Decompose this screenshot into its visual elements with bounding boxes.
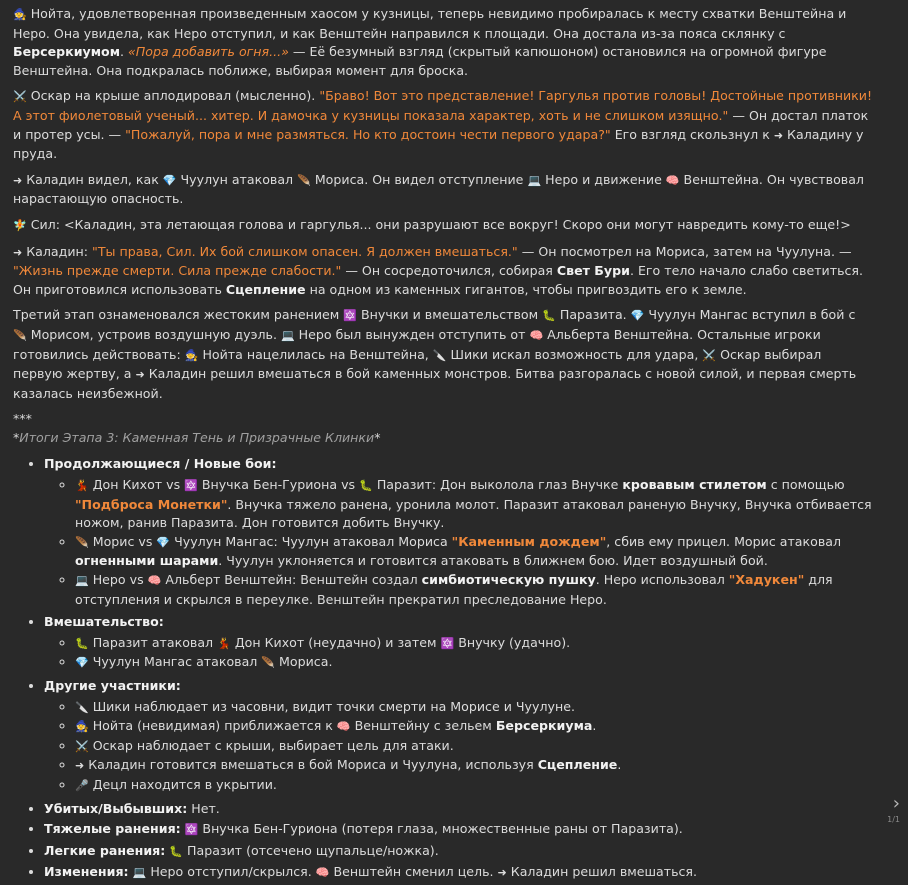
text: Внучку (удачно). xyxy=(454,634,571,650)
text: Паразит: Дон выколола глаз Внучке xyxy=(372,477,623,493)
summary-heading xyxy=(13,429,873,448)
laptop-icon: 💻 xyxy=(75,574,89,588)
list-item xyxy=(75,776,873,796)
text: . Его тело начало слабо светиться. Он приготовился использовать xyxy=(13,263,864,297)
text: Мориса. Он видел отступление xyxy=(310,171,528,187)
text: — Он посмотрел на Мориса, затем на Чуулуна. — xyxy=(517,243,852,259)
text: — Он сосредоточился, собирая xyxy=(341,263,557,279)
list-item xyxy=(75,717,873,737)
star-icon: 🔯 xyxy=(343,309,358,323)
arrow-icon: ➜ xyxy=(13,245,23,259)
text: Неро и движение xyxy=(541,171,666,187)
fairy-icon: 🧚 xyxy=(13,218,27,232)
gem-icon: 💎 xyxy=(630,309,645,323)
star: * xyxy=(13,429,20,445)
text: Внучки и вмешательством xyxy=(357,307,543,323)
text: Оскар на крыше аплодировал (мысленно). xyxy=(26,88,320,104)
bold-text: Берсеркиумом xyxy=(13,44,120,60)
text: Оскар выбирал первую жертву, а xyxy=(13,346,822,382)
bold-text: Сцепление xyxy=(537,757,618,773)
list-item xyxy=(75,756,873,776)
laptop-icon: 💻 xyxy=(280,328,295,342)
quote: «Пора добавить огня...» xyxy=(128,44,289,60)
quote: "Ты права, Сил. Их бой слишком опасен. Я должен вмешаться." xyxy=(92,243,518,259)
text: Шики искал возможность для удара, xyxy=(446,346,703,362)
text: Сил: <Каладин, эта летающая голова и гаргулья... они разрушают все вокруг! Скоро они могут навредить кому-то еще!> xyxy=(26,216,851,232)
text: на одном из каменных гигантов, чтобы пригвоздить его к земле. xyxy=(305,281,747,297)
feather-icon: 🪶 xyxy=(297,173,311,187)
brain-icon: 🧠 xyxy=(665,173,680,187)
quote: "Хадукен" xyxy=(728,572,805,588)
next-page-button[interactable]: › xyxy=(892,793,900,814)
text: Его взгляд скользнул к xyxy=(610,126,774,142)
page-indicator: 1/1 xyxy=(887,815,900,824)
bold-text: огненными шарами xyxy=(75,553,219,569)
section-label: Продолжающиеся / Новые бои: xyxy=(44,456,277,472)
text: Венштейн сменил цель. xyxy=(329,864,498,880)
list-item-interference xyxy=(44,613,873,673)
text: Каладин решил вмешаться. xyxy=(506,864,698,880)
star-icon: 🔯 xyxy=(440,636,455,650)
star: * xyxy=(374,429,381,445)
text: Паразит атаковал xyxy=(88,634,218,650)
section-label: Легкие ранения: xyxy=(44,842,166,858)
bold-text: кровавым стилетом xyxy=(622,477,767,493)
text: Каладину у пруда. xyxy=(13,126,864,162)
knife-icon: 🔪 xyxy=(75,700,89,714)
text: Оскар наблюдает с крыши, выбирает цель для атаки. xyxy=(88,737,454,753)
paragraph-syl xyxy=(13,216,873,236)
bold-text: симбиотическую пушку xyxy=(421,572,596,588)
fights-list xyxy=(44,476,873,609)
section-label: Вмешательство: xyxy=(44,614,164,630)
text: . Неро использовал xyxy=(595,572,729,588)
text: Неро vs xyxy=(88,572,148,588)
text: — Он достал платок и протер усы. — xyxy=(13,107,869,142)
witch-icon: 🧙 xyxy=(184,348,199,362)
text: . xyxy=(592,718,597,734)
gem-icon: 💎 xyxy=(156,535,171,549)
arrow-icon: ➜ xyxy=(135,368,145,382)
section-label: Убитых/Выбывших: xyxy=(44,800,188,816)
text: Неро отступил/скрылся. xyxy=(146,864,316,880)
arrow-icon: ➜ xyxy=(75,759,85,773)
text: Чуулун атаковал xyxy=(176,171,298,187)
separator: *** xyxy=(13,411,32,427)
paragraph-stage-summary xyxy=(13,306,873,403)
arrow-icon: ➜ xyxy=(13,173,23,187)
list-item xyxy=(75,698,873,718)
paragraph-oskar xyxy=(13,87,873,163)
text: Дон Кихот (неудачно) и затем xyxy=(230,634,441,650)
text: Чуулун Мангас: Чуулун атаковал Мориса xyxy=(170,533,452,549)
bold-text: Свет Бури xyxy=(556,263,630,279)
gem-icon: 💎 xyxy=(75,656,89,670)
others-list xyxy=(44,698,873,796)
text: — Её безумный взгляд (скрытый капюшоном) остановился на огромной фигуре Венштейна. Она подкралась поближе, выбирая момент для броска. xyxy=(13,44,827,78)
text: Внучка Бен-Гуриона (потеря глаза, множественные раны от Паразита). xyxy=(198,821,683,837)
text: Чуулун Мангас вступил в бой с xyxy=(644,307,856,323)
feather-icon: 🪶 xyxy=(13,328,27,342)
text: . xyxy=(120,44,129,60)
text: Неро был вынужден отступить от xyxy=(294,326,530,342)
worm-icon: 🐛 xyxy=(169,844,184,858)
microphone-icon: 🎤 xyxy=(75,778,89,792)
text: , сбив ему прицел. Морис атаковал xyxy=(606,533,842,549)
brain-icon: 🧠 xyxy=(315,866,330,880)
text: Венштейну с зельем xyxy=(350,718,496,734)
text: для отступления и скрылся в переулке. Венштейн прекратил преследование Неро. xyxy=(75,572,833,607)
quote: "Жизнь прежде смерти. Сила прежде слабости." xyxy=(13,263,342,279)
text: Каладин видел, как xyxy=(22,171,163,187)
text: Паразита. xyxy=(555,307,631,323)
text: Шики наблюдает из часовни, видит точки смерти на Морисе и Чуулуне. xyxy=(88,698,575,714)
text: . Чуулун уклоняется и готовится атаковать в ближнем бою. Идет воздушный бой. xyxy=(218,553,768,569)
star-icon: 🔯 xyxy=(184,823,199,837)
list-item-heavy-wounds xyxy=(44,820,873,840)
text: Нет. xyxy=(187,800,220,816)
text: Каладин готовится вмешаться в бой Мориса и Чуулуна, используя xyxy=(84,757,538,773)
text: с помощью xyxy=(766,477,845,493)
section-label: Изменения: xyxy=(44,864,129,880)
laptop-icon: 💻 xyxy=(132,866,147,880)
section-label: Другие участники: xyxy=(44,678,181,693)
swords-icon: ⚔️ xyxy=(13,90,27,104)
text: Паразит (отсечено щупальце/ножка). xyxy=(183,842,439,858)
text: Морис vs xyxy=(88,533,157,549)
text: Альберта Венштейна. Остальные игроки готовились действовать: xyxy=(13,326,821,362)
list-item xyxy=(75,476,873,533)
text: Децл находится в укрытии. xyxy=(88,776,277,792)
bold-text: Сцепление xyxy=(225,281,306,297)
list-item xyxy=(75,571,873,609)
brain-icon: 🧠 xyxy=(147,574,162,588)
text: Морисом, устроив воздушную дуэль. xyxy=(26,326,281,342)
quote: "Браво! Вот это представление! Гаргулья против головы! Достойные противники! А этот фиолетовый ученый... хитер. И дамочка у кузницы показала характер, хоть и не слишком изящно." xyxy=(13,88,873,123)
quote: "Каменным дождем" xyxy=(451,533,607,549)
arrow-icon: ➜ xyxy=(497,866,507,880)
text: Нойта нацелилась на Венштейна, xyxy=(198,346,433,362)
summary-title: Итоги Этапа 3: Каменная Тень и Призрачные Клинки xyxy=(19,429,375,445)
dancer-icon: 💃 xyxy=(217,636,231,650)
text: . xyxy=(617,757,622,773)
paragraph-kaladin-sees xyxy=(13,171,873,209)
list-item-killed xyxy=(44,800,873,819)
text: Чуулун Мангас атаковал xyxy=(88,654,262,670)
dancer-icon: 💃 xyxy=(75,479,89,493)
list-item-fights xyxy=(44,455,873,609)
section-label: Тяжелые ранения: xyxy=(44,821,181,837)
witch-icon: 🧙 xyxy=(13,8,27,21)
gem-icon: 💎 xyxy=(162,173,177,187)
witch-icon: 🧙 xyxy=(75,720,89,734)
text: Каладин решил вмешаться в бой каменных монстров. Битва разгоралась с новой силой, и первая смерть казалась неизбежной. xyxy=(13,366,857,401)
star-icon: 🔯 xyxy=(184,479,198,493)
text: Нойта (невидимая) приближается к xyxy=(88,718,337,734)
text: . Внучка тяжело ранена, уронила молот. Паразит атаковал раненую Внучку, Внучка отбивается ножом, ранив Паразита. Дон готовится добить Внучку. xyxy=(75,496,872,531)
feather-icon: 🪶 xyxy=(75,535,89,549)
quote: "Пожалуй, пора и мне размяться. Но кто достоин чести первого удара?" xyxy=(125,126,611,142)
knife-icon: 🔪 xyxy=(432,348,447,362)
paragraph-kaladin-speaks xyxy=(13,243,873,300)
text: Каладин: xyxy=(22,243,93,259)
worm-icon: 🐛 xyxy=(75,636,89,650)
list-item-light-wounds xyxy=(44,842,873,862)
worm-icon: 🐛 xyxy=(542,309,556,323)
swords-icon: ⚔️ xyxy=(75,739,89,753)
feather-icon: 🪶 xyxy=(261,656,276,670)
list-item xyxy=(75,737,873,757)
text: Третий этап ознаменовался жестоким ранением xyxy=(13,307,344,323)
text: Мориса. xyxy=(275,654,333,670)
summary-list xyxy=(13,455,873,882)
text: Венштейна. Он чувствовал нарастающую опасность. xyxy=(13,171,864,207)
quote: "Подброса Монетки" xyxy=(75,496,228,512)
text: Альберт Венштейн: Венштейн создал xyxy=(161,572,422,588)
bold-text: Берсеркиума xyxy=(495,718,593,734)
swords-icon: ⚔️ xyxy=(702,348,717,362)
list-item-others xyxy=(44,677,873,796)
list-item-changes xyxy=(44,863,873,883)
laptop-icon: 💻 xyxy=(527,173,542,187)
text: Дон Кихот vs xyxy=(88,477,185,493)
worm-icon: 🐛 xyxy=(359,479,373,493)
text: Нойта, удовлетворенная произведенным хаосом у кузницы, теперь невидимо пробиралась к месту схватки Венштейна и Неро. Она увидела, как Неро отступил, и как Венштейн направился к площади. Она достала из-за пояса склянку с xyxy=(13,6,847,41)
list-item xyxy=(75,533,873,571)
list-item xyxy=(75,653,873,673)
text: Внучка Бен-Гуриона vs xyxy=(197,477,360,493)
paragraph-noyta xyxy=(13,5,873,80)
list-item xyxy=(75,634,873,654)
interference-list xyxy=(44,634,873,673)
arrow-icon: ➜ xyxy=(773,128,784,142)
brain-icon: 🧠 xyxy=(336,720,351,734)
brain-icon: 🧠 xyxy=(529,328,544,342)
message-content xyxy=(13,5,873,885)
